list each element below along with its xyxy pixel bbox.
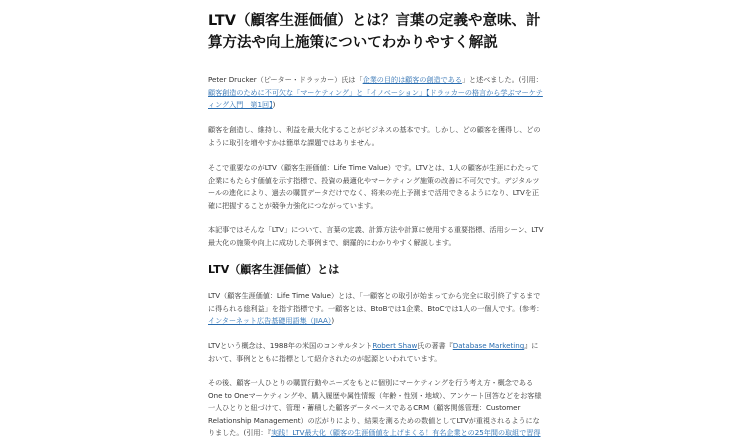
paragraph-business-basics: 顧客を創造し、維持し、利益を最大化することがビジネスの基本です。しかし、どの顧客を獲得し、どのように取引を増やすかは簡単な課題ではありません。 xyxy=(208,125,541,147)
paragraph-article-overview: 本記事ではそんな「LTV」について、言葉の定義、計算方法や計算に使用する重要指標、活用シーン、LTV最大化の施策や向上に成功した事例まで、網羅的にわかりやすく解説します。 xyxy=(208,225,544,247)
article-title: LTV（顧客生涯価値）とは？言葉の定義や意味、計算方法や向上施策についてわかりやすく解説 xyxy=(208,13,541,51)
section-heading-ltv: LTV（顧客生涯価値）とは xyxy=(208,263,340,276)
paragraph-ltv-importance: そこで重要なのがLTV（顧客生涯価値：Life Time Value）です。LTVとは、1人の顧客が生涯にわたって企業にもたらす価値を示す指標で、投資の最適化やマーケティング施策の改善に不可欠です。デジタルツールの進化により、過去の購買データだけでなく、将来の売上予測まで活用できるようになり、LTVを正確に把握することが競争力強化につながっています。 xyxy=(208,163,540,210)
intro-text-post: ) xyxy=(272,100,276,109)
database-marketing-link[interactable]: Database Marketing xyxy=(452,341,525,350)
jiaa-glossary-link[interactable]: インターネット広告基礎用語集（JIAA） xyxy=(208,316,332,325)
intro-text-pre: Peter Drucker（ピーター・ドラッカー）氏は「 xyxy=(208,75,363,84)
intro-paragraph xyxy=(208,74,544,112)
drucker-source-link[interactable]: 顧客創造のために不可欠な「マーケティング」と「イノベーション」【ドラッカーの格言から学ぶマーケティング入門 第1回】 xyxy=(208,87,543,109)
origin-text-mid: 氏の著書『 xyxy=(417,341,453,350)
paragraph-ltv-history xyxy=(208,377,544,440)
ltv-maximization-link[interactable]: 実践！LTV最大化（顧客の生涯価値を上げまくる！有名企業との25年間の取組で習得 xyxy=(271,428,541,437)
article xyxy=(208,10,544,437)
origin-text-pre: LTVという概念は、1988年の米国のコンサルタント xyxy=(208,341,373,350)
paragraph-ltv-definition xyxy=(208,290,544,328)
robert-shaw-link[interactable]: Robert Shaw xyxy=(372,341,418,350)
definition-text-post: ) xyxy=(331,316,335,325)
origin-text-post: 』において、事例とともに指標として紹介されたのが起源といわれています。 xyxy=(208,341,539,363)
drucker-quote-link[interactable]: 企業の目的は顧客の創造である xyxy=(362,75,462,84)
paragraph-ltv-origin xyxy=(208,340,544,365)
intro-text-mid: 」と述べました。(引用： xyxy=(461,75,543,84)
history-text: その後、顧客一人ひとりの購買行動やニーズをもとに個別にマーケティングを行う考え方・概念であるOne to Oneマーケティングや、購入履歴や属性情報（年齢・性別・地域）、アンケート回答などをお客様一人ひとりと紐づけて、管理・蓄積した顧客データベースであるCRM（顧客関係管理：Customer Relationship Management）の広がりにより、結果を測るための数値としてLTVが重視されるようになりました。(引用：『 xyxy=(208,378,542,437)
definition-text: LTV（顧客生涯価値：Life Time Value）とは、「一顧客との取引が始まってから完全に取引終了するまでに得られる総利益」を指す指標です。一顧客とは、BtoBでは1企業、BtoCでは1人の一個人です。(参考： xyxy=(208,291,544,313)
